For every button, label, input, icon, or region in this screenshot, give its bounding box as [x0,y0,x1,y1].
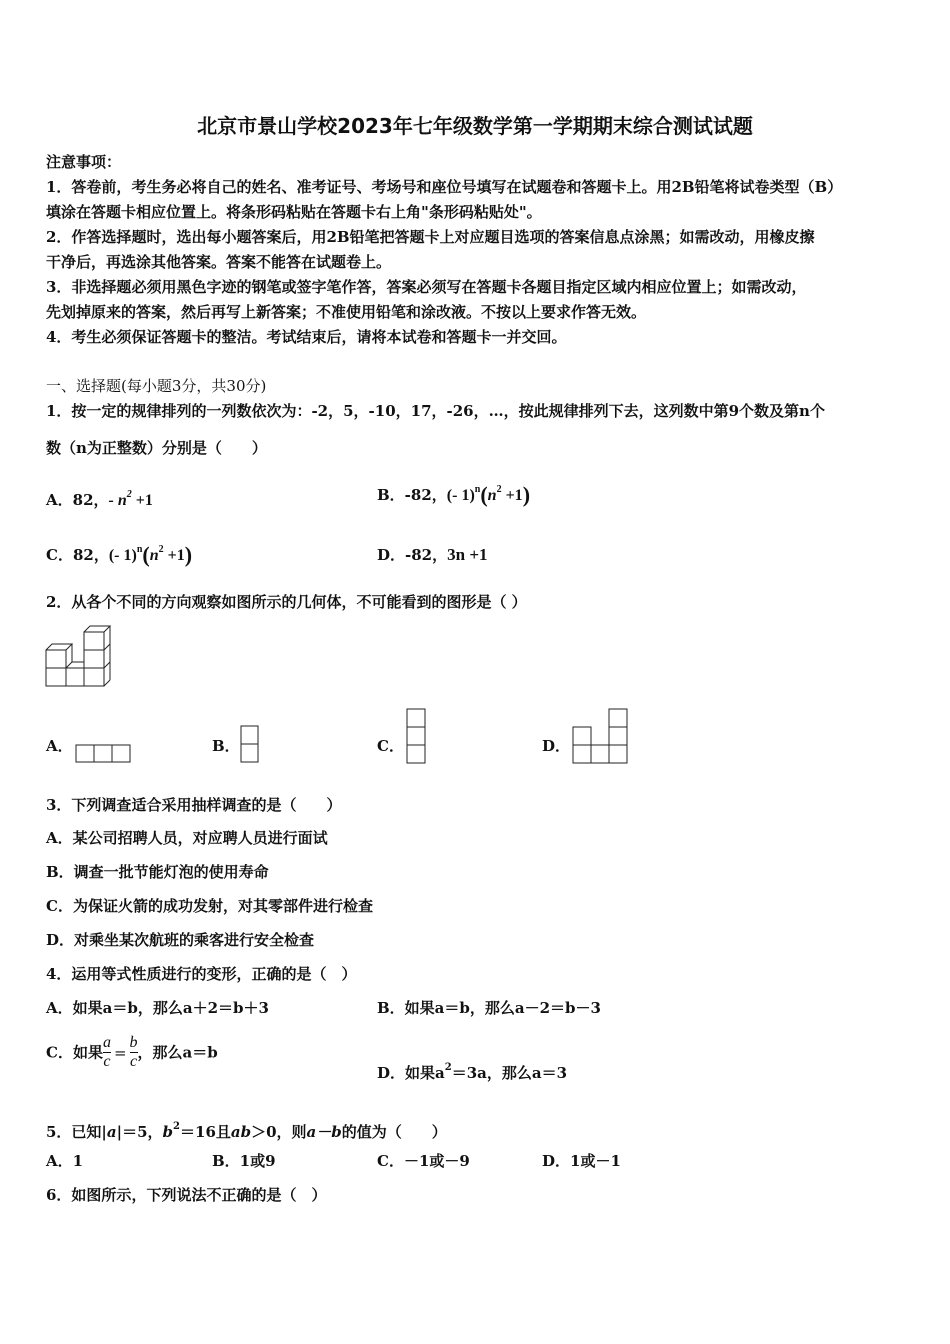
q3-option-a: A．某公司招聘人员，对应聘人员进行面试 [46,829,328,847]
expr-part: +1 [501,487,523,504]
stem-text: |＝5， [116,1123,163,1141]
exponent: 2 [173,1121,181,1132]
exponent: n [474,484,481,495]
q1-option-c [46,540,192,566]
equals-sign: = [113,1043,127,1062]
fraction [103,1034,111,1071]
math-expression: (- $1)^n(n^2 +1)$ [446,482,531,507]
option-text: D．如果a [377,1064,445,1082]
q1-option-d [377,545,488,565]
q4-option-b: B．如果a＝b，那么a－2＝b－3 [377,999,601,1017]
page-title: 北京市景山学校2023年七年级数学第一学期期末综合测试试题 [197,114,753,138]
notice-line: 2．作答选择题时，选出每小题答案后，用2B铅笔把答题卡上对应题目选项的答案信息点涂黑；如需改动，用橡皮擦 [46,228,815,246]
q2-option-a-label: A． [46,737,73,755]
math-var: a－b [306,1123,342,1141]
q1-option-a [46,485,153,511]
expr-part: n [149,547,159,564]
q4-stem: 4．运用等式性质进行的变形，正确的是（ ） [46,965,357,983]
q3-option-b: B．调查一批节能灯泡的使用寿命 [46,863,269,881]
q5-option-c: C．－1或－9 [377,1152,470,1170]
q4-option-d [377,1058,567,1083]
notice-line: 干净后，再选涂其他答案。答案不能答在试题卷上。 [46,253,392,271]
exponent: 2 [126,489,132,500]
stem-text: 5．已知| [46,1123,107,1141]
q5-stem [46,1117,447,1142]
exponent: n [136,544,143,555]
q4-option-a: A．如果a＝b，那么a＋2＝b＋3 [46,999,269,1017]
q4-option-c [46,1034,218,1071]
option-label: B．-82， [377,486,447,504]
q1-option-b [377,480,530,506]
q2-option-b-label: B． [212,737,240,755]
math-var: b [162,1123,174,1141]
numerator: a [102,1034,111,1051]
expr-part: (- 1) [446,487,475,504]
section-heading: 一、选择题(每小题3分，共30分) [46,377,267,395]
notice-line: 填涂在答题卡相应位置上。将条形码粘贴在答题卡右上角"条形码粘贴处"。 [46,203,542,221]
exponent: 2 [158,544,164,555]
option-text: ，那么a＝b [137,1043,218,1062]
expr-part: +1 [131,492,153,509]
q5-option-b: B．1或9 [212,1152,276,1170]
expr-part: - n [108,492,127,509]
notice-heading: 注意事项： [46,153,122,171]
math-var: ab [230,1123,252,1141]
exponent: 2 [496,484,502,495]
notice-line: 1．答卷前，考生务必将自己的姓名、准考证号、考场号和座位号填写在试题卷和答题卡上。用2B铅笔将试卷类型（B） [46,178,843,196]
math-expression: 3n +1 [447,545,488,564]
option-label: A．82， [46,491,109,509]
solid-figure [44,622,116,688]
notice-line: 3．非选择题必须用黑色字迹的钢笔或签字笔作答，答案必须写在答题卡各题目指定区域内相应位置上；如需改动， [46,278,807,296]
q2-option-c-label: C． [377,737,404,755]
denominator: c [103,1053,111,1070]
denominator: c [129,1053,138,1070]
q1-stem: 1．按一定的规律排列的一列数依次为：-2，5，-10，17，-26，…，按此规律排列下去，这列数中第9个数及第n个 [46,402,825,420]
numerator: b [129,1034,138,1051]
notice-line: 4．考生必须保证答题卡的整洁。考试结束后，请将本试卷和答题卡一并交回。 [46,328,567,346]
option-text: C．如果 [46,1043,103,1062]
q6-stem: 6．如图所示，下列说法不正确的是（ ） [46,1186,327,1204]
q3-option-c: C．为保证火箭的成功发射，对其零部件进行检查 [46,897,373,915]
stem-text: ＞0，则 [251,1123,307,1141]
fraction [130,1034,138,1071]
math-var: a [106,1123,117,1141]
q3-option-d: D．对乘坐某次航班的乘客进行安全检查 [46,931,315,949]
q1-stem-cont: 数（n为正整数）分别是（ ） [46,439,267,457]
q2-option-a-figure [75,744,133,764]
q2-option-d-figure [572,708,630,766]
q5-option-a: A．1 [46,1152,84,1170]
stem-text: 的值为（ ） [341,1123,447,1141]
option-label: C．82， [46,546,109,564]
q2-option-b-figure [240,725,260,765]
q3-stem: 3．下列调查适合采用抽样调查的是（ ） [46,796,342,814]
math-expression: (- $1)^n(n^2 +1)$ [108,542,193,567]
option-label: D．-82， [377,546,448,564]
notice-line: 先划掉原来的答案，然后再写上新答案；不准使用铅笔和涂改液。不按以上要求作答无效。 [46,303,647,321]
q5-option-d: D．1或－1 [542,1152,621,1170]
option-text: ＝3a，那么a＝3 [451,1064,568,1082]
math-expression [108,489,153,509]
exponent: 2 [444,1062,452,1073]
expr-part: (- 1) [108,547,137,564]
expr-part: n [487,487,497,504]
q2-stem: 2．从各个不同的方向观察如图所示的几何体，不可能看到的图形是（ ） [46,593,527,611]
q2-option-d-label: D． [542,737,571,755]
stem-text: ＝16且 [180,1123,231,1141]
expr-part: +1 [163,547,185,564]
q2-option-c-figure [406,708,426,766]
